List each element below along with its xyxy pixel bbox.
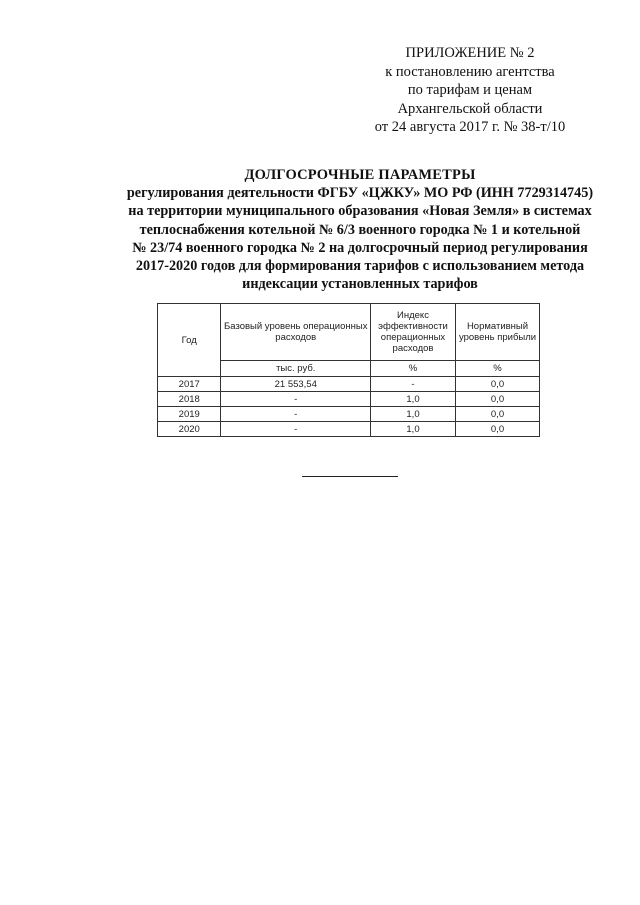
appendix-region-line: Архангельской области <box>397 100 543 117</box>
appendix-agency-line: по тарифам и ценам <box>407 82 533 98</box>
cell-profit-level: 0,0 <box>456 392 540 407</box>
appendix-number: ПРИЛОЖЕНИЕ № 2 <box>405 45 535 61</box>
closing-divider <box>302 476 398 477</box>
title-line: 2017-2020 годов для формирования тарифов с использованием метода <box>135 258 585 275</box>
cell-profit-level: 0,0 <box>456 377 540 392</box>
title-line: теплоснабжения котельной № 6/3 военного городка № 1 и котельной <box>139 221 581 238</box>
page-title: ДОЛГОСРОЧНЫЕ ПАРАМЕТРЫ <box>244 167 476 183</box>
header-profit-level: Нормативный уровень прибыли <box>456 304 540 361</box>
cell-year: 2019 <box>158 407 221 422</box>
cell-profit-level: 0,0 <box>456 407 540 422</box>
unit-profit-level: % <box>456 361 540 377</box>
header-year: Год <box>158 304 221 377</box>
cell-base-level: - <box>221 392 371 407</box>
header-base-level: Базовый уровень операционных расходов <box>221 304 371 361</box>
appendix-header <box>340 44 600 137</box>
parameters-table <box>157 303 540 437</box>
appendix-date-line: от 24 августа 2017 г. № 38-т/10 <box>374 119 566 135</box>
cell-efficiency-index: 1,0 <box>371 422 456 437</box>
title-line: регулирования деятельности ФГБУ «ЦЖКУ» МО РФ (ИНН 7729314745) <box>126 185 594 202</box>
title-line: на территории муниципального образования «Новая Земля» в системах <box>128 203 592 220</box>
unit-efficiency-index: % <box>371 361 456 377</box>
appendix-resolution-line: к постановлению агентства <box>385 63 555 80</box>
document-title <box>60 166 640 293</box>
table-row <box>158 422 540 437</box>
cell-efficiency-index: 1,0 <box>371 392 456 407</box>
cell-year: 2018 <box>158 392 221 407</box>
cell-profit-level: 0,0 <box>456 422 540 437</box>
cell-base-level: 21 553,54 <box>221 377 371 392</box>
title-line: индексации установленных тарифов <box>242 276 478 293</box>
title-line: № 23/74 военного городка № 2 на долгосрочный период регулирования <box>132 239 588 256</box>
cell-year: 2020 <box>158 422 221 437</box>
cell-year: 2017 <box>158 377 221 392</box>
unit-base-level: тыс. руб. <box>221 361 371 377</box>
table-row <box>158 377 540 392</box>
table-row <box>158 407 540 422</box>
header-efficiency-index: Индекс эффективности операционных расходов <box>371 304 456 361</box>
table-row <box>158 392 540 407</box>
cell-base-level: - <box>221 407 371 422</box>
cell-base-level: - <box>221 422 371 437</box>
cell-efficiency-index: - <box>371 377 456 392</box>
cell-efficiency-index: 1,0 <box>371 407 456 422</box>
table-header-row <box>158 304 540 361</box>
